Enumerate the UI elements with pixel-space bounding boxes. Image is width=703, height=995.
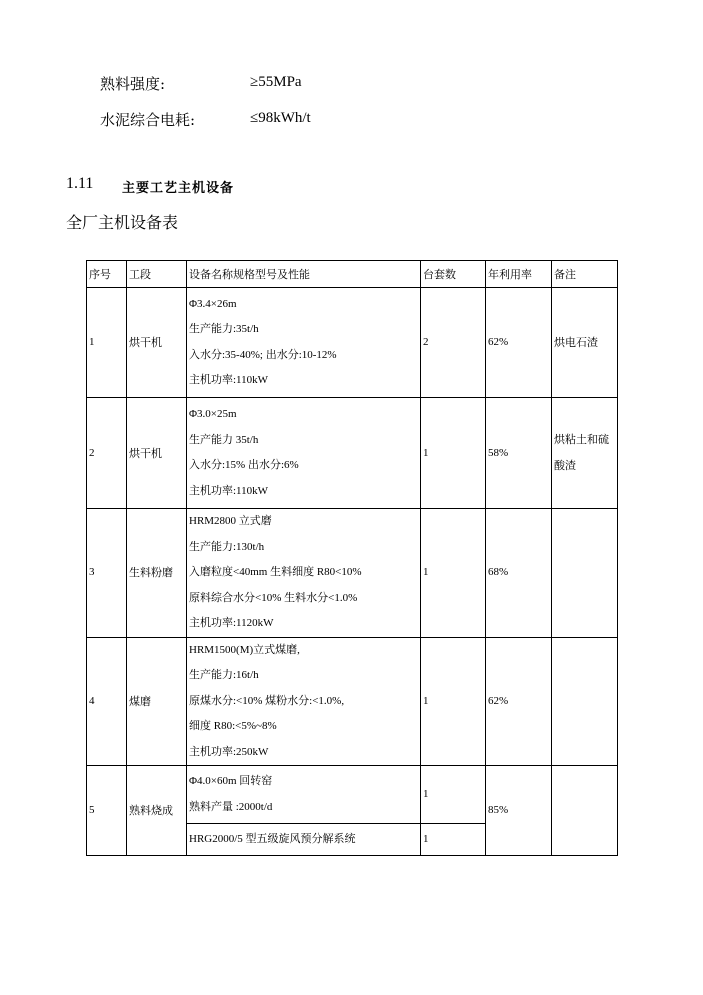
cell-no: 2 — [87, 398, 127, 509]
spec-label-cement-power: 水泥综合电耗: — [100, 111, 196, 129]
spec-line: HRM2800 立式磨 — [189, 515, 272, 527]
cell-spec — [187, 637, 421, 766]
cell-note — [552, 509, 618, 638]
table-row — [87, 288, 618, 398]
cell-no: 3 — [87, 509, 127, 638]
header-qty: 台套数 — [421, 261, 486, 288]
cell-section: 烘干机 — [127, 288, 187, 398]
cell-util: 85% — [486, 766, 552, 856]
cell-qty: 1 — [421, 824, 486, 856]
table-row — [87, 509, 618, 638]
spec-line: 生产能力:130t/h — [189, 540, 265, 553]
cell-qty: 1 — [421, 637, 486, 766]
header-spec: 设备名称规格型号及性能 — [187, 261, 421, 288]
cell-no: 5 — [87, 766, 127, 856]
section-number: 1.11 — [66, 175, 94, 192]
cell-spec — [187, 398, 421, 509]
spec-line: 细度 R80:<5%~8% — [189, 720, 277, 732]
cell-no: 4 — [87, 637, 127, 766]
cell-section: 烘干机 — [127, 398, 187, 509]
cell-qty: 2 — [421, 288, 486, 398]
cell-spec — [187, 766, 421, 824]
spec-line: Φ3.4×26m — [189, 297, 237, 310]
cell-section: 生料粉磨 — [127, 509, 187, 638]
spec-line: 主机功率:250kW — [189, 745, 269, 758]
cell-util: 58% — [486, 398, 552, 509]
cell-note: 烘电石渣 — [552, 288, 618, 398]
spec-line: 入磨粒度<40mm 生料细度 R80<10% — [189, 566, 362, 578]
cell-spec — [187, 288, 421, 398]
spec-line: 生产能力 35t/h — [189, 433, 259, 446]
header-util: 年利用率 — [486, 261, 552, 288]
spec-line: 熟料产量 :2000t/d — [189, 800, 273, 813]
spec-line: 生产能力:16t/h — [189, 669, 259, 681]
spec-line: 入水分:35-40%; 出水分:10-12% — [189, 348, 337, 361]
header-note: 备注 — [552, 261, 618, 288]
cell-note: 烘粘土和硫酸渣 — [552, 398, 618, 509]
spec-line: Φ4.0×60m 回转窑 — [189, 775, 273, 787]
spec-line: 原料综合水分<10% 生料水分<1.0% — [189, 591, 358, 604]
cell-qty: 1 — [421, 766, 486, 824]
cell-util: 62% — [486, 637, 552, 766]
cell-spec — [187, 824, 421, 856]
cell-qty: 1 — [421, 398, 486, 509]
cell-util: 62% — [486, 288, 552, 398]
spec-line: 生产能力:35t/h — [189, 323, 259, 335]
spec-line: 入水分:15% 出水分:6% — [189, 459, 299, 471]
table-row — [87, 637, 618, 766]
spec-value-clinker-strength: ≥55MPa — [250, 74, 302, 90]
equipment-table — [86, 260, 618, 856]
spec-line: HRM1500(M)立式煤磨, — [189, 643, 300, 656]
spec-line: 主机功率:1120kW — [189, 617, 274, 629]
spec-line: 主机功率:110kW — [189, 374, 269, 386]
spec-line: Φ3.0×25m — [189, 408, 237, 420]
cell-spec — [187, 509, 421, 638]
table-header-row — [87, 261, 618, 288]
cell-note — [552, 637, 618, 766]
spec-line: 原煤水分:<10% 煤粉水分:<1.0%, — [189, 694, 345, 707]
cell-note — [552, 766, 618, 856]
header-section: 工段 — [127, 261, 187, 288]
cell-section: 煤磨 — [127, 637, 187, 766]
cell-no: 1 — [87, 288, 127, 398]
cell-section: 熟料烧成 — [127, 766, 187, 856]
spec-line: 主机功率:110kW — [189, 484, 269, 497]
spec-value-cement-power: ≤98kWh/t — [250, 110, 311, 126]
table-title: 全厂主机设备表 — [66, 213, 179, 232]
section-title: 主要工艺主机设备 — [122, 181, 235, 196]
spec-label-clinker-strength: 熟料强度: — [100, 75, 166, 93]
table-row — [87, 766, 618, 824]
table-row — [87, 398, 618, 509]
header-no: 序号 — [87, 261, 127, 288]
cell-qty: 1 — [421, 509, 486, 638]
cell-util: 68% — [486, 509, 552, 638]
spec-line: HRG2000/5 型五级旋风预分解系统 — [189, 832, 356, 845]
